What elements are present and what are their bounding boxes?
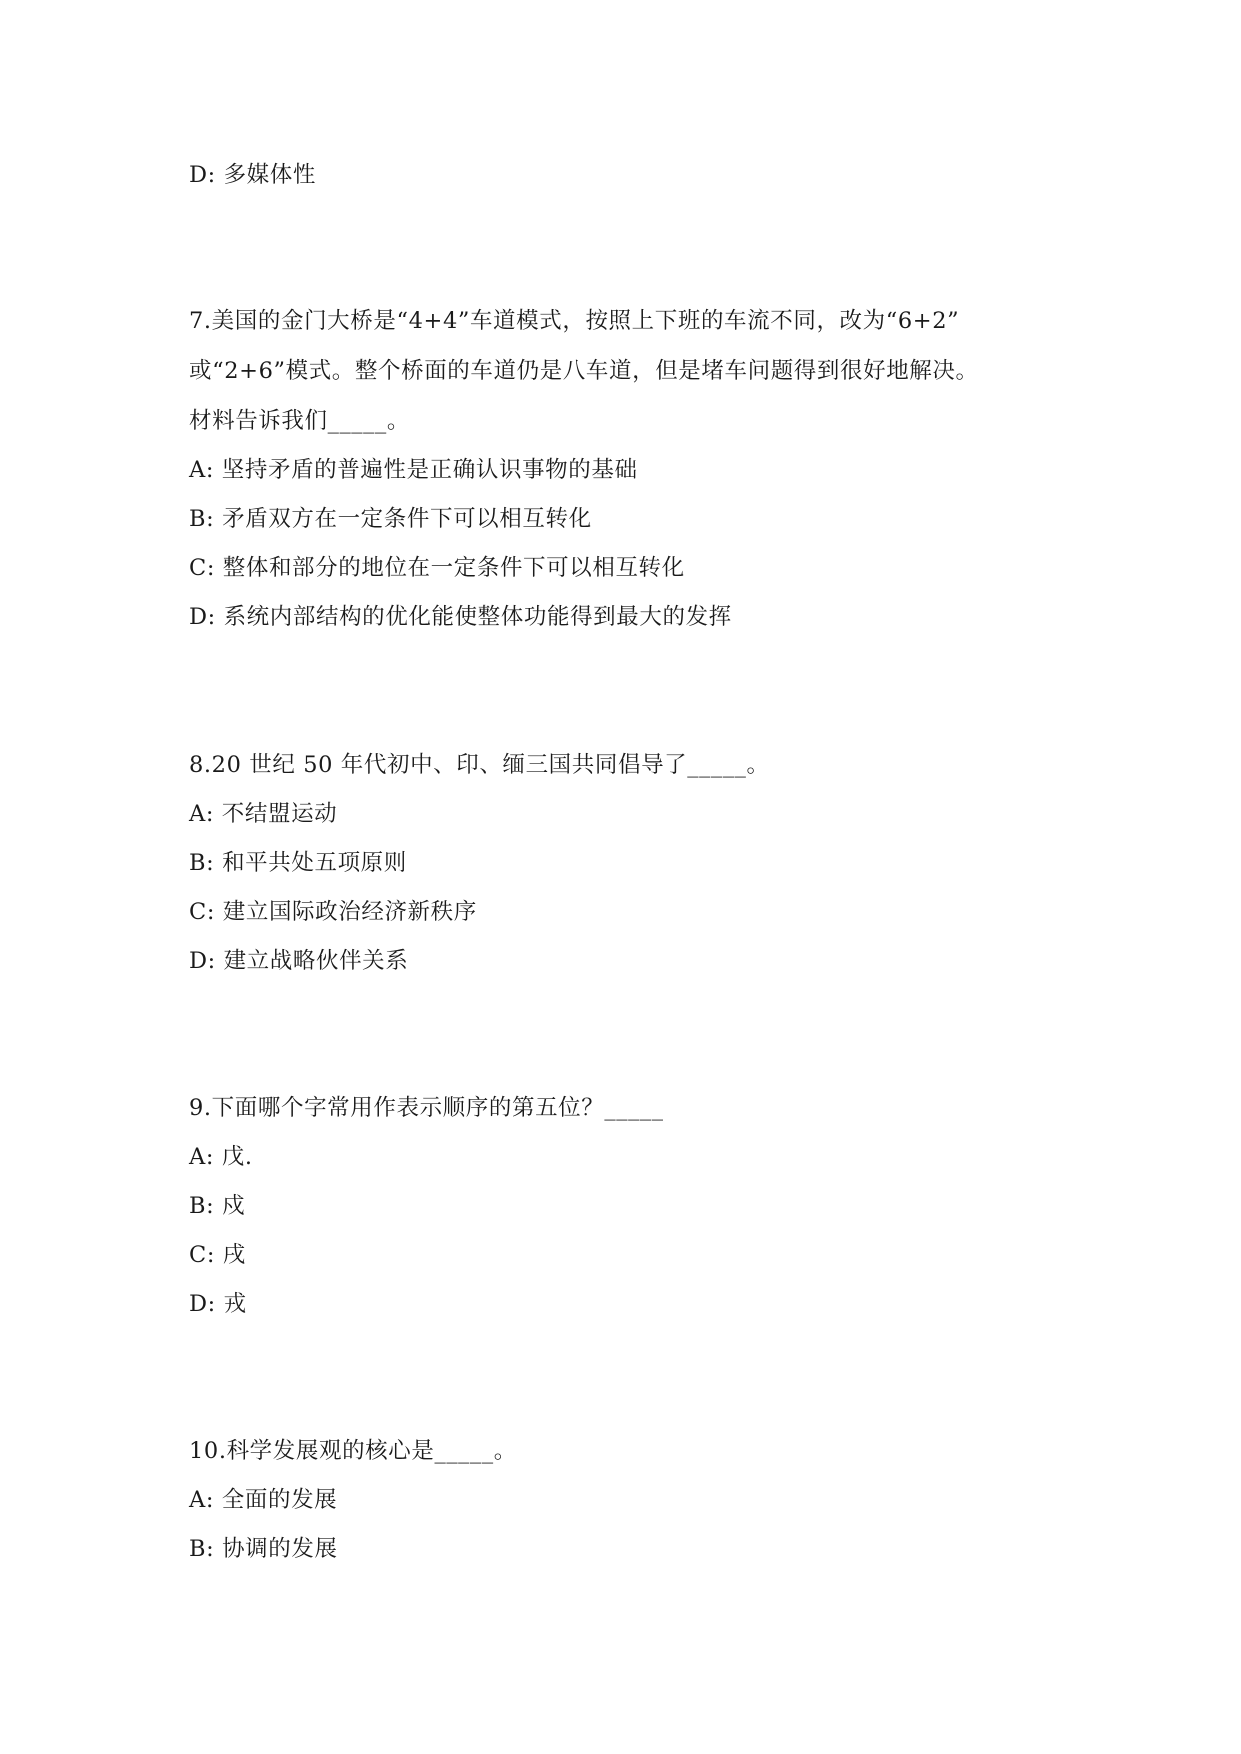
q7-stem-line-3: 材料告诉我们_____。: [189, 408, 410, 434]
q8-option-b: B: 和平共处五项原则: [189, 850, 407, 876]
q7-option-a: A: 坚持矛盾的普遍性是正确认识事物的基础: [189, 457, 638, 483]
q10-stem-line-1: 10.科学发展观的核心是_____。: [189, 1438, 517, 1464]
q9-option-c: C: 戌: [189, 1242, 246, 1268]
q10-option-b: B: 协调的发展: [189, 1536, 338, 1562]
q7-option-d: D: 系统内部结构的优化能使整体功能得到最大的发挥: [189, 604, 732, 630]
q8-option-a: A: 不结盟运动: [189, 801, 338, 827]
q8-option-c: C: 建立国际政治经济新秩序: [189, 899, 477, 925]
q7-option-b: B: 矛盾双方在一定条件下可以相互转化: [189, 506, 592, 532]
q7-option-c: C: 整体和部分的地位在一定条件下可以相互转化: [189, 555, 685, 581]
q9-option-d: D: 戎: [189, 1291, 247, 1317]
q9-option-a: A: 戊.: [189, 1144, 253, 1170]
q7-stem-line-1: 7.美国的金门大桥是“4+4”车道模式，按照上下班的车流不同，改为“6+2”: [189, 308, 960, 334]
prev-question-option-d: D: 多媒体性: [189, 162, 316, 188]
q8-stem-line-1: 8.20 世纪 50 年代初中、印、缅三国共同倡导了_____。: [189, 752, 770, 778]
q8-option-d: D: 建立战略伙伴关系: [189, 948, 409, 974]
q9-stem-line-1: 9.下面哪个字常用作表示顺序的第五位？_____: [189, 1095, 664, 1121]
q7-stem-line-2: 或“2+6”模式。整个桥面的车道仍是八车道，但是堵车问题得到很好地解决。: [189, 358, 979, 384]
q10-option-a: A: 全面的发展: [189, 1487, 338, 1513]
q9-option-b: B: 戍: [189, 1193, 246, 1219]
